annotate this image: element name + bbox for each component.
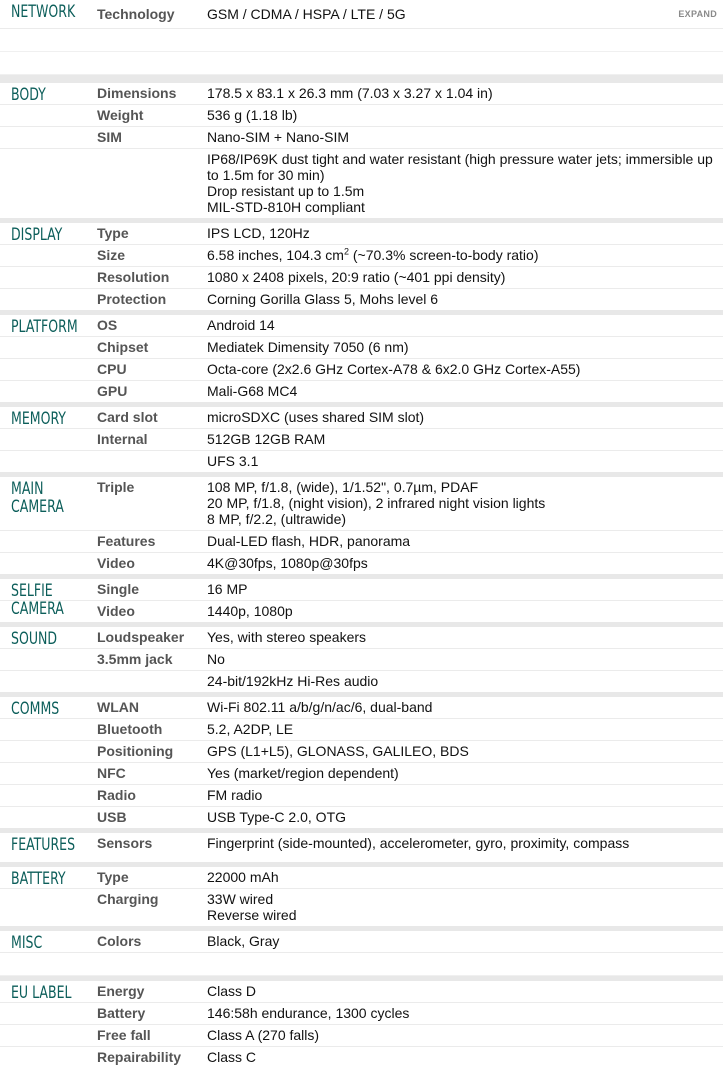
expand-button[interactable]: EXPAND — [678, 9, 717, 19]
spec-row-wlan: WLAN Wi-Fi 802.11 a/b/g/n/ac/6, dual-band — [0, 697, 723, 719]
section-title-main-camera: MAIN CAMERA — [11, 479, 64, 517]
spec-row-gpu: GPU Mali-G68 MC4 — [97, 383, 298, 399]
section-main-camera — [0, 472, 723, 574]
section-comms — [0, 692, 723, 828]
spec-row-display-protection: Protection Corning Gorilla Glass 5, Mohs level 6 — [97, 291, 439, 307]
section-battery — [0, 862, 723, 926]
section-network — [0, 0, 723, 75]
section-misc — [0, 926, 723, 976]
spec-row-protection-ratings: IP68/IP69K dust tight and water resistant (high pressure water jets; immersible up to 1.5m for 30 min) Drop resistant up to 1.5m MIL-STD-810H compliant — [207, 151, 713, 215]
spec-row-storage-type: UFS 3.1 — [207, 453, 259, 469]
spec-row-os: OS Android 14 — [0, 315, 723, 337]
spec-row-card-slot: Card slot microSDXC (uses shared SIM slot) — [0, 407, 723, 429]
section-memory — [0, 402, 723, 472]
spec-row-selfie-single: Single 16 MP — [0, 579, 723, 601]
spec-row-dimensions: Dimensions 178.5 x 83.1 x 26.3 mm (7.03 x 3.27 x 1.04 in) — [0, 83, 723, 105]
section-title-battery: BATTERY — [11, 869, 66, 889]
spec-row-jack: 3.5mm jack No — [0, 649, 723, 671]
section-platform — [0, 310, 723, 402]
spec-row-cpu: CPU Octa-core (2x2.6 GHz Cortex-A78 & 6x2.0 GHz Cortex-A55) — [0, 359, 723, 381]
spec-row-positioning: Positioning GPS (L1+L5), GLONASS, GALILEO, BDS — [0, 741, 723, 763]
spec-row-eu-battery: Battery 146:58h endurance, 1300 cycles — [0, 1003, 723, 1025]
section-features — [0, 828, 723, 862]
spec-row-internal: Internal 512GB 12GB RAM — [0, 429, 723, 451]
section-title-comms: COMMS — [11, 699, 60, 719]
spec-row-loudspeaker: Loudspeaker Yes, with stereo speakers — [0, 627, 723, 649]
spec-row-battery-type: Type 22000 mAh — [0, 867, 723, 889]
spec-row-chipset: Chipset Mediatek Dimensity 7050 (6 nm) — [0, 337, 723, 359]
spec-row-charging: Charging 33W wired Reverse wired — [97, 891, 297, 923]
section-title-sound: SOUND — [11, 629, 58, 649]
spec-row-colors: Colors Black, Gray — [0, 931, 723, 953]
section-body — [0, 75, 723, 218]
blank-row — [0, 52, 723, 75]
spec-row-free-fall: Free fall Class A (270 falls) — [0, 1025, 723, 1047]
section-title-selfie-camera: SELFIE CAMERA — [11, 581, 64, 619]
spec-row-main-camera-features: Features Dual-LED flash, HDR, panorama — [0, 531, 723, 553]
spec-row-technology: Technology GSM / CDMA / HSPA / LTE / 5G — [0, 0, 723, 29]
section-title-misc: MISC — [11, 933, 43, 953]
section-title-features: FEATURES — [11, 835, 76, 855]
spec-row-energy: Energy Class D — [0, 981, 723, 1003]
spec-row-sim: SIM Nano-SIM + Nano-SIM — [0, 127, 723, 149]
spec-row-repairability: Repairability Class C — [97, 1049, 257, 1065]
section-eu-label — [0, 976, 723, 1068]
blank-row — [0, 953, 723, 976]
spec-row-main-camera-video: Video 4K@30fps, 1080p@30fps — [97, 555, 368, 571]
spec-row-weight: Weight 536 g (1.18 lb) — [0, 105, 723, 127]
spec-row-selfie-video: Video 1440p, 1080p — [97, 603, 293, 619]
section-title-network: NETWORK — [11, 2, 76, 22]
section-sound — [0, 622, 723, 692]
blank-row — [0, 29, 723, 52]
spec-row-display-type: Type IPS LCD, 120Hz — [0, 223, 723, 245]
spec-row-bluetooth: Bluetooth 5.2, A2DP, LE — [0, 719, 723, 741]
spec-row-sensors: Sensors Fingerprint (side-mounted), accelerometer, gyro, proximity, compass — [97, 835, 630, 851]
section-title-eu-label: EU LABEL — [11, 983, 72, 1003]
section-selfie-camera — [0, 574, 723, 622]
section-title-platform: PLATFORM — [11, 317, 78, 337]
spec-row-display-size: Size 6.58 inches, 104.3 $cm^2$ (~70.3% screen-to-body ratio) — [0, 245, 723, 267]
section-display — [0, 218, 723, 310]
spec-row-hires-audio: 24-bit/192kHz Hi-Res audio — [207, 673, 379, 689]
section-title-body: BODY — [11, 85, 46, 105]
section-title-memory: MEMORY — [11, 409, 66, 429]
spec-row-radio: Radio FM radio — [0, 785, 723, 807]
spec-row-usb: USB USB Type-C 2.0, OTG — [97, 809, 347, 825]
section-title-display: DISPLAY — [11, 225, 63, 245]
spec-row-main-camera-triple: Triple 108 MP, f/1.8, (wide), 1/1.52", 0.7µm, PDAF 20 MP, f/1.8, (night vision), 2 infrared night vision lights 8 MP, f/2.2, (ultrawide) — [0, 477, 723, 531]
spec-row-nfc: NFC Yes (market/region dependent) — [0, 763, 723, 785]
spec-row-resolution: Resolution 1080 x 2408 pixels, 20:9 ratio (~401 ppi density) — [0, 267, 723, 289]
